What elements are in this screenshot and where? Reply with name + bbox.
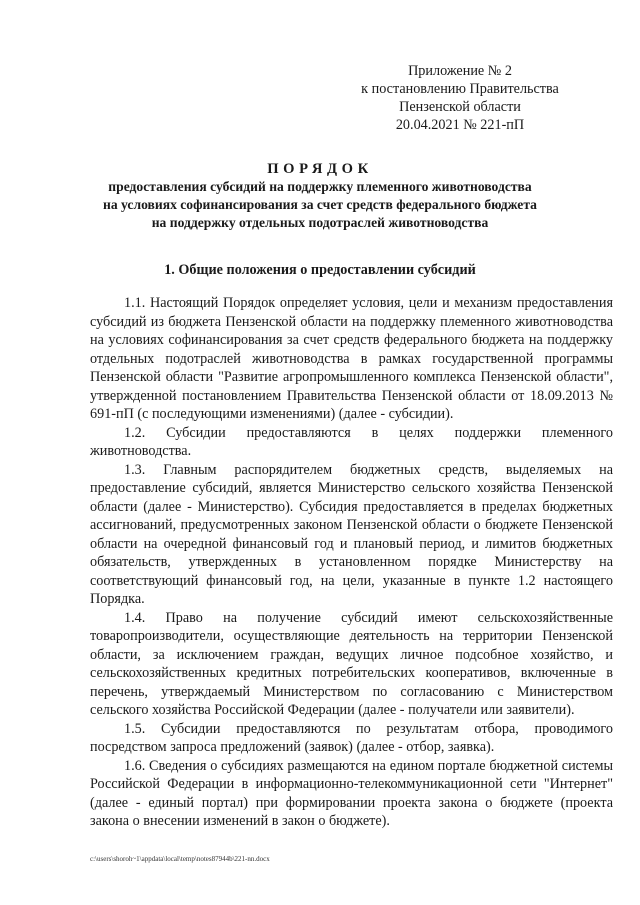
appendix-date-number: 20.04.2021 № 221-пП	[395, 117, 525, 133]
paragraph-1-3: 1.3. Главным распорядителем бюджетных средств, выделяемых на предоставление субсидий, является Министерство сельского хозяйства Пензенской области (далее - Министерство). Субсидия предоставляется в пределах бюджетных ассигнований, предусмотренных законом Пензенской области о бюджете Пензенской области на очередной финансовый год и плановый период, и лимитов бюджетных обязательств, утвержденных в установленном порядке Министерству на соответствующий финансовый год, на цели, указанные в пункте 1.2 настоящего Порядка.	[90, 461, 613, 607]
paragraph-1-5: 1.5. Субсидии предоставляются по результатам отбора, проводимого посредством запроса предложений (заявок) (далее - отбор, заявка).	[90, 720, 613, 755]
subtitle-line: предоставления субсидий на поддержку племенного животноводства	[108, 179, 532, 194]
appendix-resolution: к постановлению Правительства	[361, 81, 559, 97]
paragraph-1-2: 1.2. Субсидии предоставляются в целях поддержки племенного животноводства.	[90, 424, 613, 459]
paragraph-1-1: 1.1. Настоящий Порядок определяет условия, цели и механизм предоставления субсидий из бюджета Пензенской области на поддержку племенного животноводства на условиях софинансирования за счет средств федерального бюджета на поддержку отдельных подотраслей животноводства в рамках государственной программы Пензенской области "Развитие агропромышленного комплекса Пензенской области", утвержденной постановлением Правительства Пензенской области от 18.09.2013 № 691-пП (с последующими изменениями) (далее - субсидии).	[90, 295, 613, 422]
file-path-footer: c:\users\shoroh~1\appdata\local\temp\notes87944b\221-nn.docx	[90, 855, 270, 863]
appendix-region: Пензенской области	[399, 99, 521, 115]
document-title: ПОРЯДОК	[267, 161, 373, 177]
subtitle-line: на условиях софинансирования за счет средств федерального бюджета	[103, 197, 537, 212]
document-subtitle	[60, 178, 580, 232]
document-body	[90, 294, 613, 831]
section-heading: 1. Общие положения о предоставлении субсидий	[164, 262, 476, 278]
appendix-number: Приложение № 2	[408, 63, 512, 79]
paragraph-1-6: 1.6. Сведения о субсидиях размещаются на едином портале бюджетной системы Российской Федерации в информационно-телекоммуникационной сети "Интернет" (далее - единый портал) при формировании проекта закона о бюджете (проекта закона о внесении изменений в закон о бюджете).	[90, 757, 613, 829]
appendix-block	[330, 62, 590, 134]
paragraph-1-4: 1.4. Право на получение субсидий имеют сельскохозяйственные товаропроизводители, осуществляющие деятельность на территории Пензенской области, за исключением граждан, ведущих личное подсобное хозяйство, и сельскохозяйственных кредитных потребительских кооперативов, включенные в перечень, утверждаемый Министерством по согласованию с Министерством сельского хозяйства Российской Федерации (далее - получатели или заявители).	[90, 609, 613, 718]
subtitle-line: на поддержку отдельных подотраслей животноводства	[151, 215, 489, 230]
